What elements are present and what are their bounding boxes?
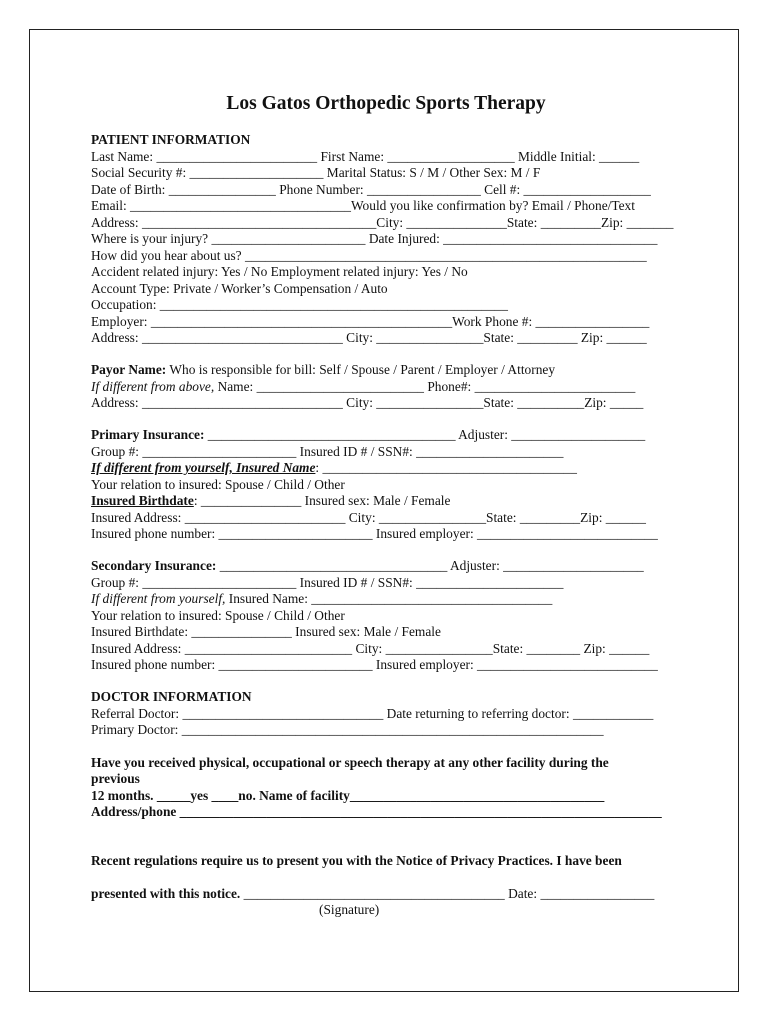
- primary-insurance-line[interactable]: [91, 427, 645, 443]
- patient-employer-address-line[interactable]: Address: ______________________________ City: ________________State: _________ Zip: ______: [91, 330, 647, 345]
- referral-doctor-line[interactable]: Referral Doctor: ______________________________ Date returning to referring doctor: ____________: [91, 705, 654, 721]
- patient-referral-source-line[interactable]: How did you hear about us? ____________________________________________________________: [91, 247, 647, 263]
- secondary-insured-name-field: Insured Name: ____________________________________: [225, 591, 553, 606]
- patient-dob-line[interactable]: Date of Birth: ________________ Phone Number: _________________ Cell #: ___________________: [91, 181, 651, 197]
- secondary-relation-line[interactable]: Your relation to insured: Spouse / Child / Other: [91, 607, 345, 623]
- patient-injury-line[interactable]: Where is your injury? _______________________ Date Injured: ________________________________: [91, 231, 658, 246]
- primary-doctor-line[interactable]: Primary Doctor: _______________________________________________________________: [91, 722, 604, 737]
- therapy-yes-no-line[interactable]: 12 months. _____yes ____no. Name of facility______________________________________: [91, 787, 605, 803]
- doctor-heading: DOCTOR INFORMATION: [91, 689, 252, 704]
- secondary-insurance-label: Secondary Insurance:: [91, 558, 217, 573]
- secondary-insurance-field: __________________________________ Adjuster: _____________________: [216, 558, 644, 573]
- secondary-group-line[interactable]: Group #: _______________________ Insured ID # / SSN#: ______________________: [91, 574, 564, 590]
- patient-occupation-line[interactable]: Occupation: ____________________________________________________: [91, 297, 508, 312]
- privacy-notice-line: Recent regulations require us to present you with the Notice of Privacy Practices. I have been: [91, 853, 622, 868]
- therapy-question-2: previous: [91, 771, 140, 786]
- payor-label: Payor Name:: [91, 362, 167, 377]
- payor-address-line[interactable]: Address: ______________________________ City: ________________State: __________Zip: _____: [91, 395, 644, 410]
- patient-account-type-line[interactable]: Account Type: Private / Worker’s Compensation / Auto: [91, 280, 388, 296]
- payor-text: Who is responsible for bill: Self / Spouse / Parent / Employer / Attorney: [166, 362, 556, 377]
- primary-insurance-label: Primary Insurance:: [91, 427, 205, 442]
- secondary-diff-note: If different from yourself,: [91, 591, 226, 606]
- payor-diff-note: If different from above,: [91, 378, 215, 394]
- form-title: Los Gatos Orthopedic Sports Therapy: [226, 93, 546, 114]
- patient-email-line[interactable]: Email: _________________________________Would you like confirmation by? Email / Phone/Text: [91, 198, 635, 213]
- patient-accident-line[interactable]: Accident related injury: Yes / No Employment related injury: Yes / No: [91, 264, 468, 279]
- secondary-address-line[interactable]: Insured Address: _________________________ City: ________________State: ________ Zip: ______: [91, 640, 650, 656]
- signature-date-field: _______________________________________ Date: _________________: [240, 885, 655, 901]
- patient-employer-line[interactable]: Employer: _____________________________________________Work Phone #: _________________: [91, 313, 650, 329]
- primary-insured-name-line[interactable]: [91, 460, 577, 476]
- primary-address-line[interactable]: Insured Address: ________________________ City: ________________State: _________Zip: ______: [91, 509, 646, 525]
- payor-name-line[interactable]: [91, 379, 635, 395]
- primary-insurance-field: _____________________________________ Adjuster: ____________________: [204, 427, 646, 442]
- privacy-signature-line[interactable]: [91, 886, 654, 902]
- therapy-address-line[interactable]: Address/phone ________________________________________________________________________: [91, 804, 662, 819]
- secondary-insured-name-line[interactable]: [91, 591, 552, 607]
- secondary-birthdate-line[interactable]: Insured Birthdate: _______________ Insured sex: Male / Female: [91, 624, 441, 639]
- privacy-presented-label: presented with this notice.: [91, 885, 241, 901]
- patient-address-line[interactable]: Address: ___________________________________City: _______________State: _________Zip: _______: [91, 214, 674, 230]
- primary-insured-name-label: If different from yourself, Insured Name: [91, 460, 316, 475]
- patient-heading: PATIENT INFORMATION: [91, 132, 251, 147]
- primary-relation-line[interactable]: Your relation to insured: Spouse / Child / Other: [91, 476, 345, 492]
- secondary-phone-line[interactable]: Insured phone number: _______________________ Insured employer: ___________________________: [91, 657, 658, 672]
- therapy-question-1: Have you received physical, occupational or speech therapy at any other facility during the: [91, 754, 609, 770]
- primary-phone-line[interactable]: Insured phone number: _______________________ Insured employer: ___________________________: [91, 526, 658, 541]
- signature-caption: (Signature): [319, 902, 380, 917]
- primary-group-line[interactable]: Group #: _______________________ Insured ID # / SSN#: ______________________: [91, 443, 564, 459]
- secondary-insurance-line[interactable]: [91, 558, 644, 574]
- patient-name-line[interactable]: Last Name: ________________________ First Name: ___________________ Middle Initial: ______: [91, 148, 640, 164]
- payor-line[interactable]: [91, 362, 555, 378]
- patient-ssn-line[interactable]: Social Security #: ____________________ Marital Status: S / M / Other Sex: M / F: [91, 165, 541, 180]
- primary-birthdate-line[interactable]: [91, 493, 450, 509]
- primary-birthdate-label: Insured Birthdate: [91, 493, 194, 508]
- payor-name-field: Name: _________________________ Phone#: ________________________: [214, 378, 636, 394]
- primary-birthdate-field: : _______________ Insured sex: Male / Female: [193, 493, 451, 508]
- primary-insured-name-field: : ______________________________________: [315, 460, 577, 475]
